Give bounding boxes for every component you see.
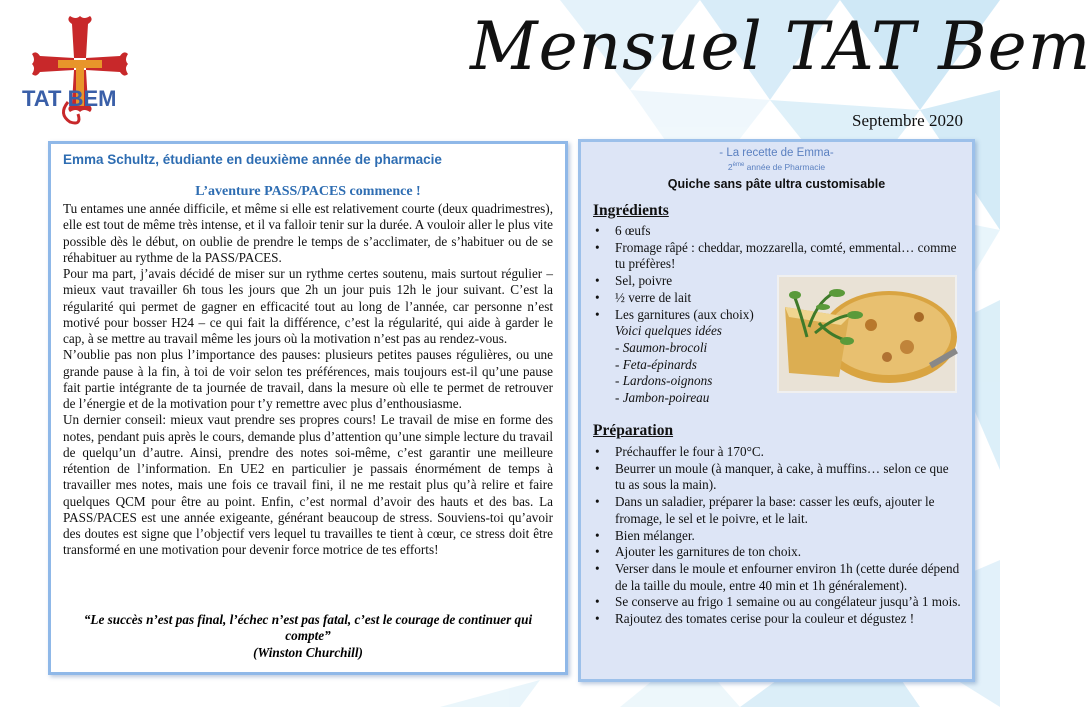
idea-line: - Feta-épinards: [615, 356, 697, 372]
article-paragraph: Un dernier conseil: mieux vaut prendre ses propres cours! Le travail de mise en forme des notes, pendant puis après le cours, demande plus d’attention qu’une simple lecture du travail de quelqu’un d’autre. Ainsi, prendre des notes soi-même, c’est garantir une meilleure rétention de l’information. En UE2 en particulier je passais énormément de temps à travailler mes notes, mais une fois ce travail fini, il ne me restait plus qu’à relire et faire quelques QCM pour être au point. Enfin, c’est normal d’avoir des hauts et des bas. La PASS/PACES est une année exigeante, générant beaucoup de stress. Souviens-toi qu’avoir des doutes est signe que l’objectif vers lequel tu travailles te tient à cœur, ce stress doit être transformé en une motivation pour devenir force motrice de tes efforts!: [63, 412, 553, 558]
list-item: • Bien mélanger.: [595, 527, 695, 543]
year-rest: année de Pharmacie: [744, 162, 826, 172]
article-paragraph: Tu entames une année difficile, et même si elle est relativement courte (deux quadrimestres), elle est tout de même très intense, et il va falloir tenir sur la durée. A vouloir aller le plus vite possible dès le début, on oublie de prendre le temps de s’acclimater, de s’habituer ou de se réhabituer au rythme de la PASS/PACES.: [63, 201, 553, 265]
list-item: • 6 œufs: [595, 223, 651, 238]
idea-line: - Saumon-brocoli: [615, 339, 708, 355]
article-paragraph: Pour ma part, j’avais décidé de miser sur un rythme certes soutenu, mais surtout régulier – mieux vaut travailler 6h tous les jours que 2h un jour puis 12h le jour suivant. C’est la régularité qui permet de gagner en efficacité tout au long de l’année, car personne n’est motivé pour bosser H24 – ce qui fait la différence, c’est la régularité, qui aide à garder le cap, à se mettre au travail même les jours où la motivation n’est pas au rendez-vous.: [63, 266, 553, 346]
list-item: • Préchauffer le four à 170°C.: [595, 444, 764, 459]
year-number: 2: [727, 162, 733, 172]
list-item: • Verser dans le moule et enfourner environ 1h (cette durée dépend de la taille du moule, entre 40 min et 1h généralement).: [595, 560, 960, 593]
quote-author: (Winston Churchill): [253, 645, 363, 660]
list-item: • Ajouter les garnitures de ton choix.: [595, 544, 802, 560]
preparation-heading: Préparation: [593, 422, 674, 439]
list-item: • ½ verre de lait: [595, 289, 692, 305]
article-body: [63, 201, 553, 559]
year-suffix: ème: [732, 162, 745, 169]
article-quote: “Le succès n’est pas final, l’échec n’est pas fatal, c’est le courage de continuer qui compte”: [83, 612, 533, 644]
list-item: • Sel, poivre: [595, 273, 673, 289]
list-item: • Les garnitures (aux choix) Voici quelques idées - Saumon-brocoli - Feta-épinards - Lardons-oignons - Jambon-poireau: [593, 307, 935, 407]
logo-cross-icon: [18, 14, 148, 134]
idea-line: Voici quelques idées: [615, 323, 722, 339]
ingredients-heading: Ingrédients: [593, 202, 669, 219]
article-headline: L’aventure PASS/PACES commence !: [195, 184, 421, 199]
tat-bem-logo: [18, 14, 148, 134]
idea-line: - Lardons-oignons: [615, 373, 713, 389]
list-item: • Rajoutez des tomates cerise pour la couleur et dégustez !: [595, 611, 915, 627]
quiche-photo: [777, 275, 957, 393]
recipe-box: [578, 139, 975, 682]
list-item: • Beurrer un moule (à manquer, à cake, à muffins… selon ce que tu as sous la main).: [595, 460, 949, 493]
article-paragraph: N’oublie pas non plus l’importance des pauses: plusieurs petites pauses régulières, ou une grande pause à la fin, à toi de voir selon tes préférences, mais toujours est-il qu’une pause fait partie intégrante de ta journée de travail, dans la mesure où elle te permet de retrouver de l’énergie et de la motivation pour t’y remettre avec plus d’enthousiasme.: [63, 347, 553, 411]
recipe-kicker: - La recette de Emma-: [719, 147, 834, 159]
newsletter-title: Mensuel TAT Bem: [470, 8, 1091, 85]
recipe-year: [581, 162, 972, 172]
preparation-list: [593, 444, 961, 628]
list-item: • Dans un saladier, préparer la base: casser les œufs, ajouter le fromage, le sel et le poivre, et le lait.: [595, 494, 935, 526]
article-author: Emma Schultz, étudiante en deuxième année de pharmacie: [63, 152, 442, 167]
list-item: • Se conserve au frigo 1 semaine ou au congélateur jusqu’à 1 mois.: [595, 594, 961, 610]
list-item: • Fromage râpé : cheddar, mozzarella, comté, emmental… comme tu préfères!: [595, 239, 957, 272]
idea-line: - Jambon-poireau: [615, 390, 710, 406]
recipe-title: Quiche sans pâte ultra customisable: [667, 177, 886, 191]
article-box: [48, 141, 568, 675]
issue-date: Septembre 2020: [852, 111, 963, 130]
logo-text: TAT BEM: [22, 86, 117, 111]
